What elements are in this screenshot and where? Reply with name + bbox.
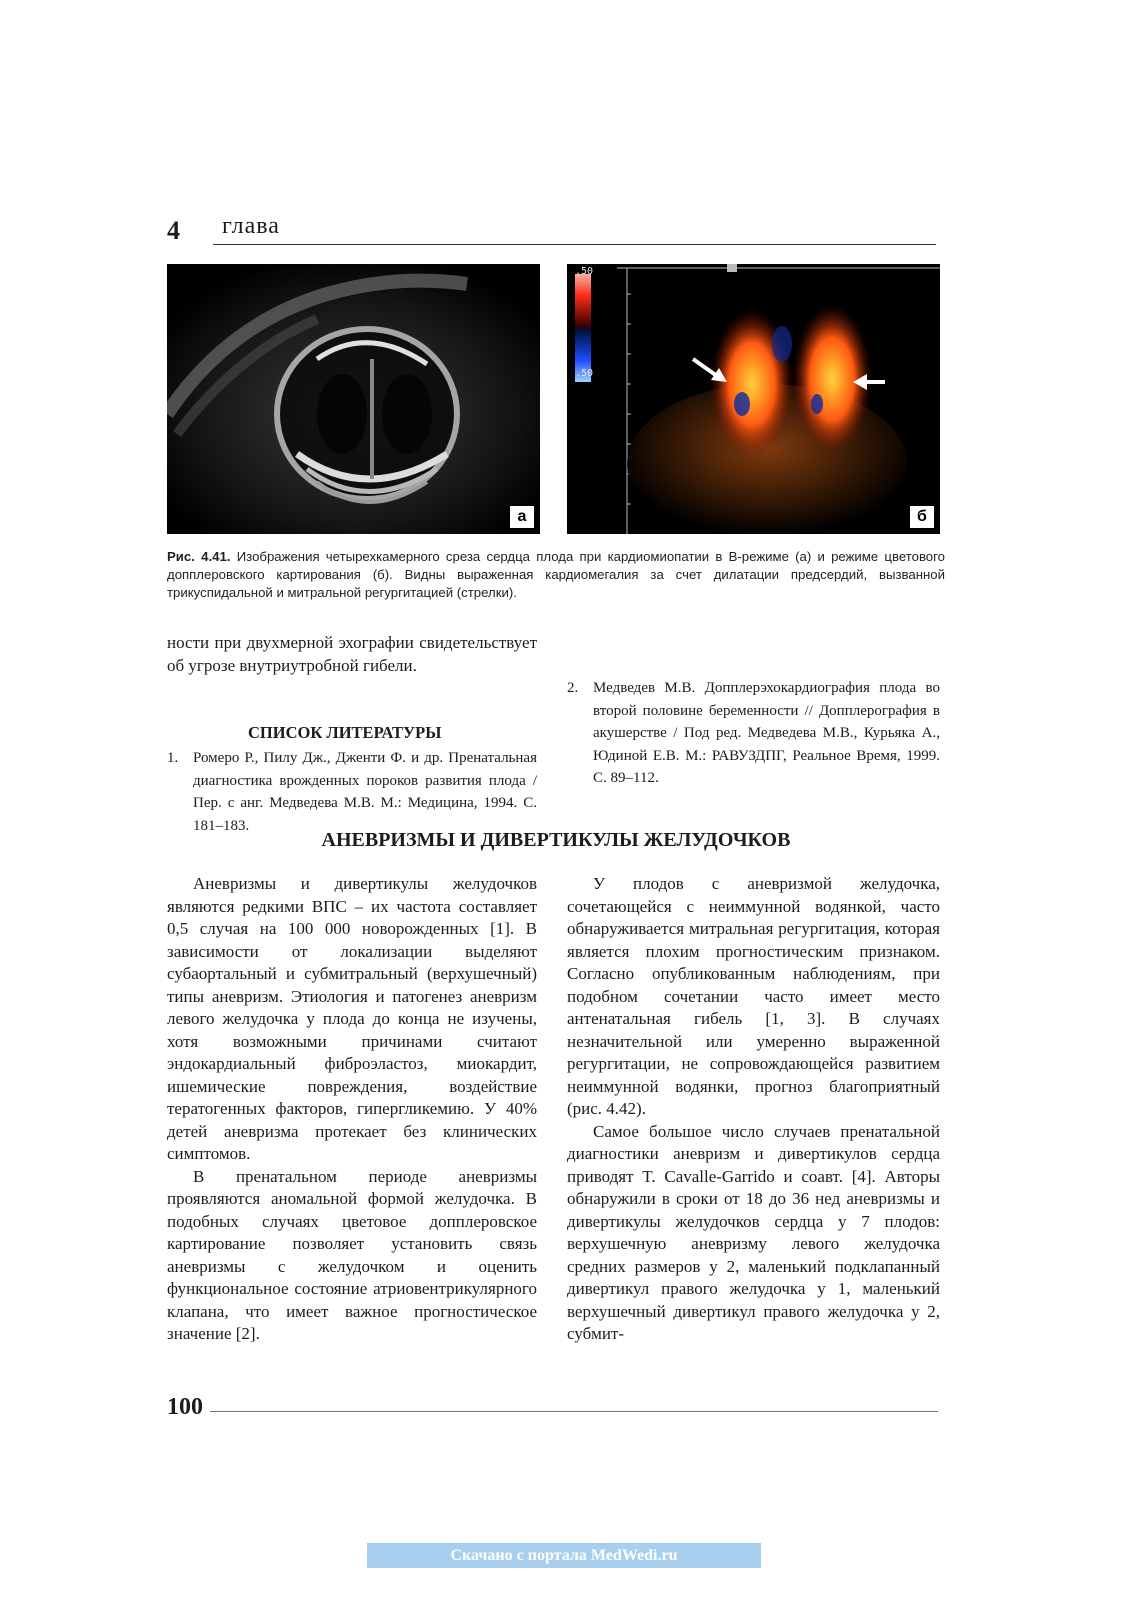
reference-text: Медведев М.В. Допплерэхокардиография плода во второй половине беременности // Допплерография в акушерстве / Под ред. Медведева М.В., Курьяка А., Юдиной Е.В. М.: РАВУЗДПГ, Реальное Время, 1999. С. 89–112. <box>593 680 940 786</box>
figure-panel-b <box>567 264 940 534</box>
footer-rule <box>210 1411 938 1412</box>
figure-caption <box>167 548 945 602</box>
page-number: 100 <box>167 1394 203 1420</box>
right-column <box>567 873 940 1346</box>
panel-a-label: а <box>510 506 534 528</box>
header-rule <box>213 244 936 245</box>
paragraph: Аневризмы и дивертикулы желудочков являются редкими ВПС – их частота составляет 0,5 случая на 100 000 новорожденных [1]. В зависимости от локализации выделяют субаортальный и субмитральный (верхушечный) типы аневризм. Этиология и патогенез аневризм левого желудочка у плода до конца не изучены, хотя возможными причинами считают эндокардиальный фиброэластоз, миокардит, ишемические повреждения, воздействие тератогенных факторов, гипергликемию. У 40% детей аневризма протекает без клинических симптомов. <box>167 874 537 1163</box>
reference-item-1 <box>167 747 537 837</box>
figure-panel-a <box>167 264 540 534</box>
paragraph: В пренатальном периоде аневризмы проявляются аномальной формой желудочка. В подобных случаях цветовое допплеровское картирование позволяет установить связь аневризмы с желудочком и оценить функциональное состояние атриовентрикулярного клапана, что имеет важное прогностическое значение [2]. <box>167 1166 537 1343</box>
doppler-color-image <box>567 264 940 534</box>
caption-text: Изображения четырехкамерного среза сердца плода при кардиомиопатии в В-режиме (а) и режиме цветового допплеровского картирования (б). Видны выраженная кардиомегалия за счет дилатации предсердий, вызванной трикуспидальной и митральной регургитацией (стрелки). <box>167 549 945 600</box>
section-title: АНЕВРИЗМЫ И ДИВЕРТИКУЛЫ ЖЕЛУДОЧКОВ <box>321 829 791 851</box>
scale-bottom-label: .50 <box>575 368 594 379</box>
reference-number: 1. <box>167 750 179 766</box>
continued-paragraph: ности при двухмерной эхографии свидетельствует об угрозе внутриутробной гибели. <box>167 633 537 675</box>
scale-top-label: .50 <box>575 266 594 277</box>
reference-text: Ромеро Р., Пилу Дж., Дженти Ф. и др. Пренатальная диагностика врожденных пороков развития плода / Пер. с анг. Медведева М.В. М.: Медицина, 1994. С. 181–183. <box>193 750 537 834</box>
reference-item-2 <box>567 677 940 790</box>
caption-label: Рис. 4.41. <box>167 549 231 564</box>
left-column <box>167 873 537 1346</box>
paragraph: Самое большое число случаев пренатальной диагностики аневризм и дивертикулов сердца приводят T. Cavalle-Garrido и соавт. [4]. Авторы обнаружили в сроки от 18 до 36 нед аневризмы и дивертикулы желудочков сердца у 7 плодов: верхушечную аневризму левого желудочка средних размеров у 2, маленький подклапанный дивертикул правого желудочка у 1, маленький верхушечный дивертикул правого желудочка у 2, субмит- <box>567 1121 940 1343</box>
panel-b-label: б <box>910 506 934 528</box>
watermark-banner[interactable]: Скачано с портала MedWedi.ru <box>367 1543 761 1568</box>
references-title: СПИСОК ЛИТЕРАТУРЫ <box>248 723 442 742</box>
paragraph: У плодов с аневризмой желудочка, сочетающейся с неиммунной водянкой, часто обнаруживается митральная регургитация, которая является плохим прогностическим признаком. Согласно опубликованным наблюдениям, при подобном сочетании часто имеет место антенатальная гибель [1, 3]. В случаях незначительной или умеренно выраженной регургитации, не сопровождающейся развитием неиммунной водянки, прогноз благоприятный (рис. 4.42). <box>567 874 940 1118</box>
upper-left-text <box>167 632 537 677</box>
ultrasound-bmode-image <box>167 264 540 534</box>
reference-number: 2. <box>567 680 579 696</box>
chapter-number: 4 <box>167 216 180 245</box>
chapter-word: глава <box>222 213 280 239</box>
